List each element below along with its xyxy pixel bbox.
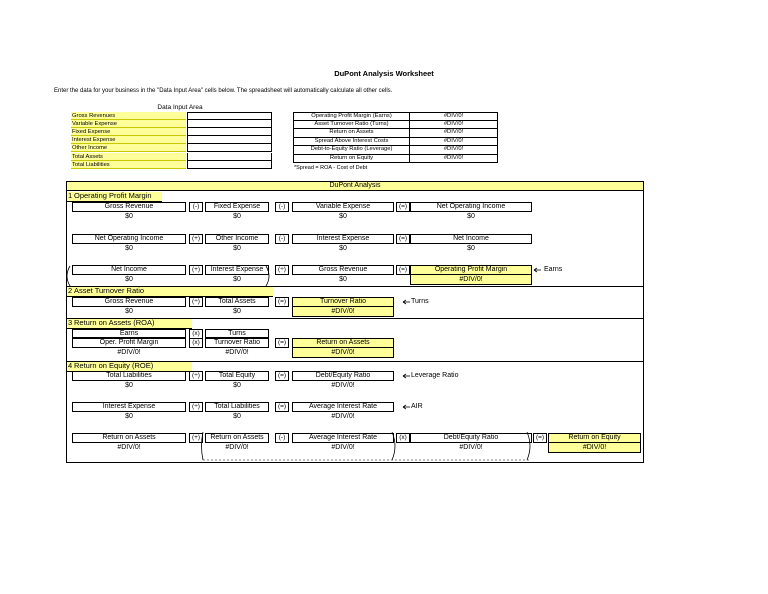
operator: (÷) (189, 297, 203, 307)
earns-head: Earns (72, 329, 186, 338)
input-label: Gross Revenues (71, 112, 186, 120)
cell-label: Net Operating Income (410, 202, 532, 212)
section-1-header: 1 Operating Profit Margin (67, 192, 162, 202)
cell-value: $0 (233, 382, 241, 389)
operator: (=) (396, 202, 410, 212)
section-4-header: 4 Return on Equity (ROE) (67, 362, 192, 372)
operator: (=) (275, 371, 289, 381)
operator: (-) (189, 202, 203, 212)
cell-label: Debt/Equity Ratio (292, 371, 394, 381)
summary-value: #DIV/0! (409, 138, 498, 147)
cell-value: #DIV/0! (117, 444, 141, 451)
cell-value: #DIV/0! (225, 444, 249, 451)
operator: (+) (189, 234, 203, 244)
cell-label: Return on Assets (72, 433, 186, 443)
cell-label: Gross Revenue (72, 297, 186, 307)
cell-label: Debt/Equity Ratio (410, 433, 532, 443)
summary-label: Spread Above Interest Costs (293, 138, 410, 147)
input-area-header: Data Input Area (157, 104, 203, 111)
leverage-note: Leverage Ratio (411, 372, 459, 379)
cell-value: $0 (339, 245, 347, 252)
cell-value: #DIV/0! (459, 444, 483, 451)
cell-label: Turnover Ratio (292, 297, 394, 307)
cell-label: Interest Expense (72, 402, 186, 412)
summary-note: *Spread = ROA - Cost of Debt (294, 165, 368, 171)
section-2-header: 2 Asset Turnover Ratio (67, 287, 273, 297)
operator: (=) (396, 265, 410, 275)
input-label: Total Liabilities (71, 161, 186, 169)
cell-value: $0 (125, 276, 133, 283)
cell-label: Return on Assets (292, 338, 394, 348)
cell-label: Total Liabilities (205, 402, 269, 412)
cell-value: $0 (125, 413, 133, 420)
cell-label: Average Interest Rate (292, 433, 394, 443)
cell-value: $0 (339, 213, 347, 220)
cell-value: $0 (125, 213, 133, 220)
cell-label: Other Income (205, 234, 269, 244)
summary-value: #DIV/0! (409, 121, 498, 130)
cell-label: Return on Assets (205, 433, 269, 443)
section-3-header: 3 Return on Assets (ROA) (67, 319, 192, 329)
earns-note: Earns (544, 266, 563, 273)
operator: (=) (533, 433, 547, 443)
summary-value: #DIV/0! (409, 112, 498, 121)
turns-head: Turns (205, 329, 269, 338)
cell-label: Total Equity (205, 371, 269, 381)
cell-value: $0 (467, 213, 475, 220)
input-label: Other Income (71, 144, 186, 152)
cell-value: $0 (233, 245, 241, 252)
cell-label: Total Liabilities (72, 371, 186, 381)
cell-value: #DIV/0! (292, 307, 394, 317)
operator: (x) (189, 338, 203, 348)
cell-label: Gross Revenue (292, 265, 394, 275)
cell-value: $0 (125, 245, 133, 252)
summary-value: #DIV/0! (409, 155, 498, 164)
cell-value: $0 (125, 308, 133, 315)
cell-label: Net Income (410, 234, 532, 244)
cell-label: Net Operating Income (72, 234, 186, 244)
summary-value: #DIV/0! (409, 129, 498, 138)
input-label: Fixed Expense (71, 128, 186, 136)
cell-value: #DIV/0! (225, 349, 249, 356)
cell-label: Gross Revenue (72, 202, 186, 212)
cell-label: Total Assets (205, 297, 269, 307)
turns-note: Turns (411, 298, 429, 305)
cell-value: #DIV/0! (117, 349, 141, 356)
cell-label: Operating Profit Margin (410, 265, 532, 275)
operator: (÷) (189, 371, 203, 381)
cell-value: $0 (233, 308, 241, 315)
air-note: AIR (411, 403, 423, 410)
cell-value: #DIV/0! (331, 382, 355, 389)
analysis-header: DuPont Analysis (329, 182, 381, 189)
instructions: Enter the data for your business in the "Data Input Area" cells below. The spreadsheet will automatically calculate all other cells. (54, 88, 393, 94)
operator: (=) (275, 402, 289, 412)
input-label: Interest Expense (71, 136, 186, 144)
operator: (+) (189, 265, 203, 275)
cell-label: Net Income (72, 265, 186, 275)
cell-value: $0 (467, 245, 475, 252)
input-label: Variable Expense (71, 120, 186, 128)
page-title: DuPont Analysis Worksheet (334, 69, 434, 78)
input-label: Total Assets (71, 153, 186, 161)
operator: (=) (396, 234, 410, 244)
summary-label: Asset Turnover Ratio (Turns) (293, 121, 410, 130)
operator: (-) (275, 202, 289, 212)
summary-label: Debt-to-Equity Ratio (Leverage) (293, 146, 410, 155)
summary-label: Return on Equity (293, 155, 410, 164)
cell-label: Interest Expense (205, 265, 269, 275)
cell-value: #DIV/0! (410, 275, 532, 285)
cell-label: Average Interest Rate (292, 402, 394, 412)
cell-label: Turnover Ratio (205, 338, 269, 348)
summary-label: Operating Profit Margin (Earns) (293, 112, 410, 121)
cell-value: $0 (125, 382, 133, 389)
operator: (=) (275, 338, 289, 348)
cell-label: Interest Expense (292, 234, 394, 244)
summary-value: #DIV/0! (409, 146, 498, 155)
cell-value: #DIV/0! (331, 444, 355, 451)
cell-label: Return on Equity (548, 433, 641, 443)
operator: (÷) (275, 265, 289, 275)
operator: (-) (275, 433, 289, 443)
cell-value: #DIV/0! (331, 413, 355, 420)
cell-value: $0 (233, 413, 241, 420)
operator: (x) (396, 433, 410, 443)
operator: (-) (275, 234, 289, 244)
operator: (x) (189, 329, 203, 339)
cell-label: Oper. Profit Margin (72, 338, 186, 348)
summary-label: Return on Assets (293, 129, 410, 138)
cell-value: $0 (233, 276, 241, 283)
cell-label: Variable Expense (292, 202, 394, 212)
operator: (÷) (189, 402, 203, 412)
operator: (=) (275, 297, 289, 307)
cell-value: #DIV/0! (548, 443, 641, 453)
operator: (+) (189, 433, 203, 443)
cell-value: $0 (233, 213, 241, 220)
cell-label: Fixed Expense (205, 202, 269, 212)
cell-value: $0 (339, 276, 347, 283)
cell-value: #DIV/0! (292, 348, 394, 358)
